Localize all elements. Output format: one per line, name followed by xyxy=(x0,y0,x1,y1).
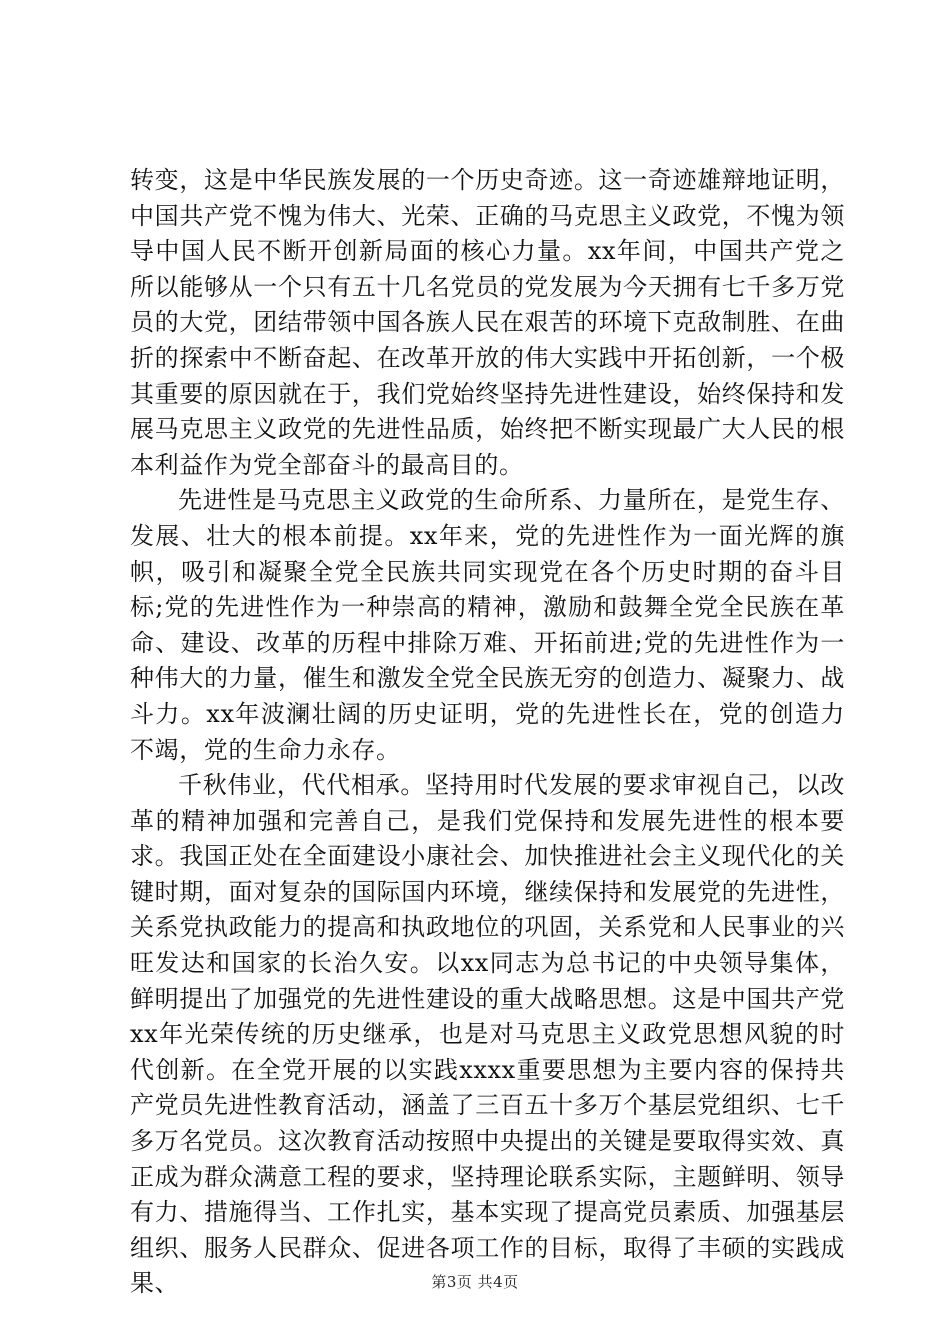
document-body xyxy=(130,163,845,1302)
paragraph-1: 转变，这是中华民族发展的一个历史奇迹。这一奇迹雄辩地证明，中国共产党不愧为伟大、光荣、正确的马克思主义政党，不愧为领导中国人民不断开创新局面的核心力量。xx年间，中国共产党之所以能够从一个只有五十几名党员的党发展为今天拥有七千多万党员的大党，团结带领中国各族人民在艰苦的环境下克敌制胜、在曲折的探索中不断奋起、在改革开放的伟大实践中开拓创新，一个极其重要的原因就在于，我们党始终坚持先进性建设，始终保持和发展马克思主义政党的先进性品质，始终把不断实现最广大人民的根本利益作为党全部奋斗的最高目的。 xyxy=(130,166,845,479)
page-number-footer: 第3页 共4页 xyxy=(431,1273,519,1291)
paragraph-2: 先进性是马克思主义政党的生命所系、力量所在，是党生存、发展、壮大的根本前提。xx年来，党的先进性作为一面光辉的旗帜，吸引和凝聚全党全民族共同实现党在各个历史时期的奋斗目标;党的先进性作为一种崇高的精神，激励和鼓舞全党全民族在革命、建设、改革的历程中排除万难、开拓前进;党的先进性作为一种伟大的力量，催生和激发全党全民族无穷的创造力、凝聚力、战斗力。xx年波澜壮阔的历史证明，党的先进性长在，党的创造力不竭，党的生命力永存。 xyxy=(130,486,845,764)
paragraph-3: 千秋伟业，代代相承。坚持用时代发展的要求审视自己，以改革的精神加强和完善自己，是我们党保持和发展先进性的根本要求。我国正处在全面建设小康社会、加快推进社会主义现代化的关键时期，面对复杂的国际国内环境，继续保持和发展党的先进性，关系党执政能力的提高和执政地位的巩固，关系党和人民事业的兴旺发达和国家的长治久安。以xx同志为总书记的中央领导集体，鲜明提出了加强党的先进性建设的重大战略思想。这是中国共产党xx年光荣传统的历史继承，也是对马克思主义政党思想风貌的时代创新。在全党开展的以实践xxxx重要思想为主要内容的保持共产党员先进性教育活动，涵盖了三百五十多万个基层党组织、七千多万名党员。这次教育活动按照中央提出的关键是要取得实效、真正成为群众满意工程的要求，坚持理论联系实际，主题鲜明、领导有力、措施得当、工作扎实，基本实现了提高党员素质、加强基层组织、服务人民群众、促进各项工作的目标，取得了丰硕的实践成果、 xyxy=(130,771,845,1298)
